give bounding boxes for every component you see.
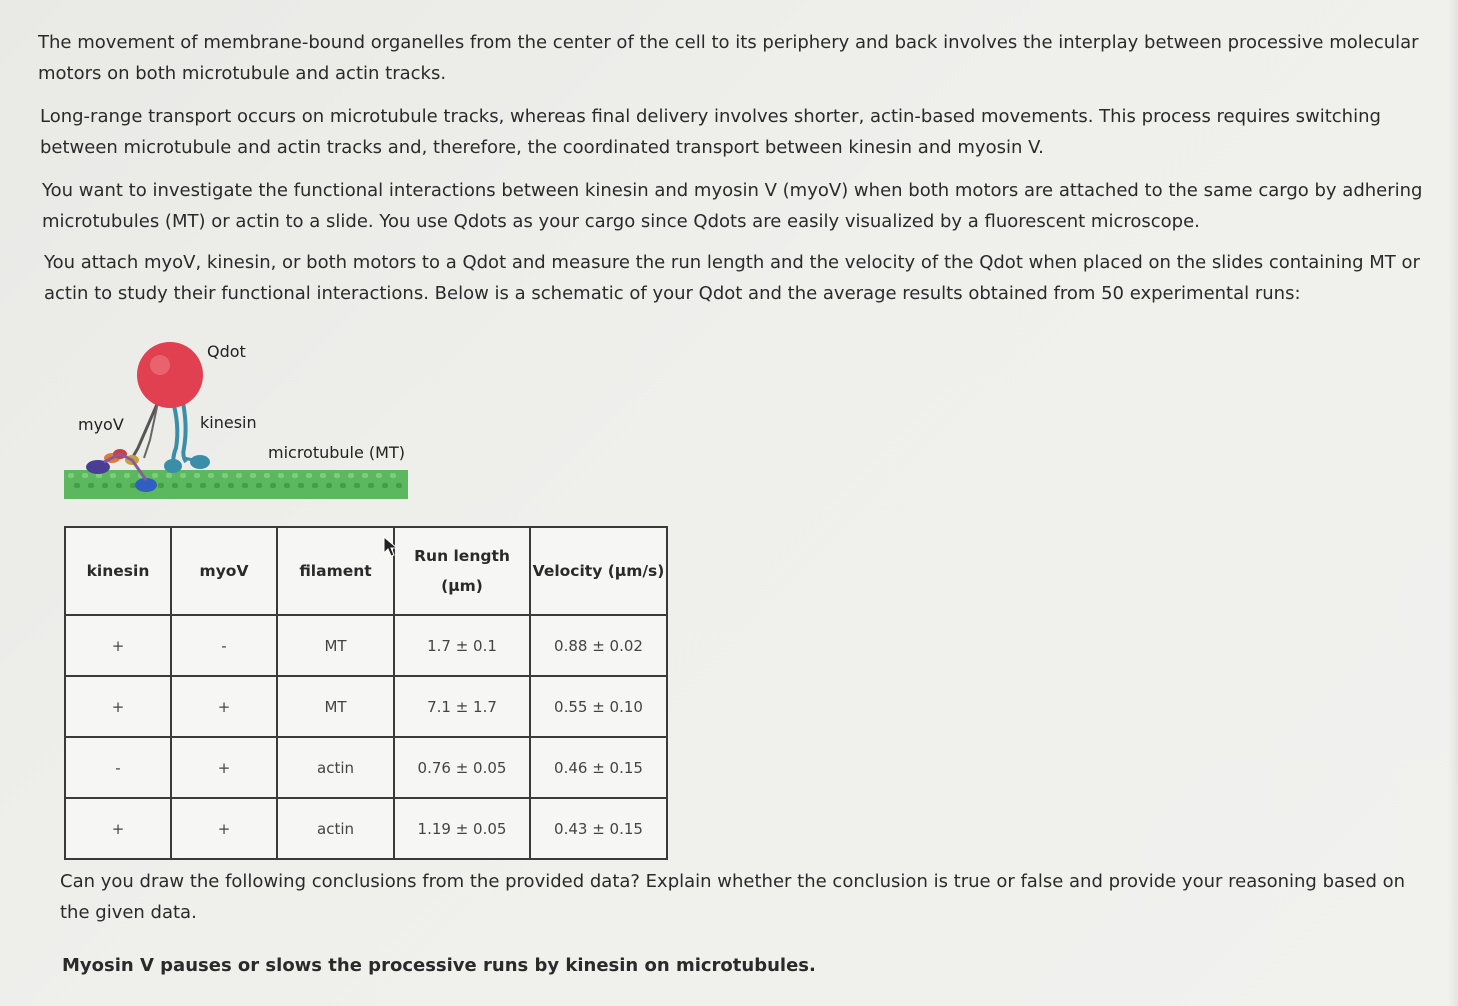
table-row	[65, 798, 667, 859]
run-length-title: Run length	[414, 547, 510, 565]
table-row	[65, 676, 667, 737]
kinesin-motor	[164, 398, 210, 473]
header-velocity: Velocity (μm/s)	[530, 527, 667, 615]
cell-run-length: 1.7 ± 0.1	[394, 615, 530, 676]
transport-paragraph: Long-range transport occurs on microtubule tracks, whereas final delivery involves shorter, actin-based movements. This process requires switching between microtubule and actin tracks and, therefore, the coordinated transport between kinesin and myosin V.	[40, 106, 1381, 158]
header-kinesin: kinesin	[65, 527, 171, 615]
qdot-schematic	[60, 330, 420, 505]
header-myov: myoV	[171, 527, 277, 615]
cell-myov: +	[171, 737, 277, 798]
cell-myov: +	[171, 798, 277, 859]
microtubule-track	[64, 470, 408, 499]
cell-velocity: 0.55 ± 0.10	[530, 676, 667, 737]
table-header-row	[65, 527, 667, 615]
cell-run-length: 1.19 ± 0.05	[394, 798, 530, 859]
cell-kinesin: +	[65, 615, 171, 676]
question-prompt: Can you draw the following conclusions from the provided data? Explain whether the conclusion is true or false and provide your reasoning based on the given data.	[60, 871, 1406, 923]
mouse-pointer-icon	[383, 536, 399, 558]
cell-velocity: 0.46 ± 0.15	[530, 737, 667, 798]
cell-velocity: 0.88 ± 0.02	[530, 615, 667, 676]
kinesin-label: kinesin	[200, 413, 257, 432]
cell-filament: actin	[277, 798, 394, 859]
table-row	[65, 615, 667, 676]
cell-run-length: 0.76 ± 0.05	[394, 737, 530, 798]
cell-filament: actin	[277, 737, 394, 798]
myov-label: myoV	[78, 415, 124, 434]
cell-myov: -	[171, 615, 277, 676]
table-row	[65, 737, 667, 798]
conclusion-statement: Myosin V pauses or slows the processive runs by kinesin on microtubules.	[62, 955, 816, 976]
cell-filament: MT	[277, 676, 394, 737]
cell-velocity: 0.43 ± 0.15	[530, 798, 667, 859]
header-run-length	[394, 527, 530, 615]
intro-paragraph: The movement of membrane-bound organelles from the center of the cell to its periphery and back involves the interplay between processive molecular motors on both microtubule and actin tracks.	[38, 32, 1419, 84]
header-filament: filament	[277, 527, 394, 615]
results-table	[64, 526, 668, 860]
cell-myov: +	[171, 676, 277, 737]
cell-filament: MT	[277, 615, 394, 676]
cell-kinesin: +	[65, 798, 171, 859]
page-edge-shadow	[1448, 0, 1458, 1006]
cell-run-length: 7.1 ± 1.7	[394, 676, 530, 737]
qdot-label: Qdot	[207, 342, 246, 361]
qdot-sphere	[137, 342, 203, 408]
run-length-unit: (μm)	[441, 577, 483, 595]
method-paragraph: You attach myoV, kinesin, or both motors to a Qdot and measure the run length and the velocity of the Qdot when placed on the slides containing MT or actin to study their functional interactions. Below is a schematic of your Qdot and the average results obtained from 50 experimental runs:	[44, 252, 1420, 304]
investigation-paragraph: You want to investigate the functional interactions between kinesin and myosin V (myoV) when both motors are attached to the same cargo by adhering microtubules (MT) or actin to a slide. You use Qdots as your cargo since Qdots are easily visualized by a fluorescent microscope.	[42, 180, 1423, 232]
cell-kinesin: +	[65, 676, 171, 737]
cell-kinesin: -	[65, 737, 171, 798]
microtubule-label: microtubule (MT)	[268, 443, 405, 462]
